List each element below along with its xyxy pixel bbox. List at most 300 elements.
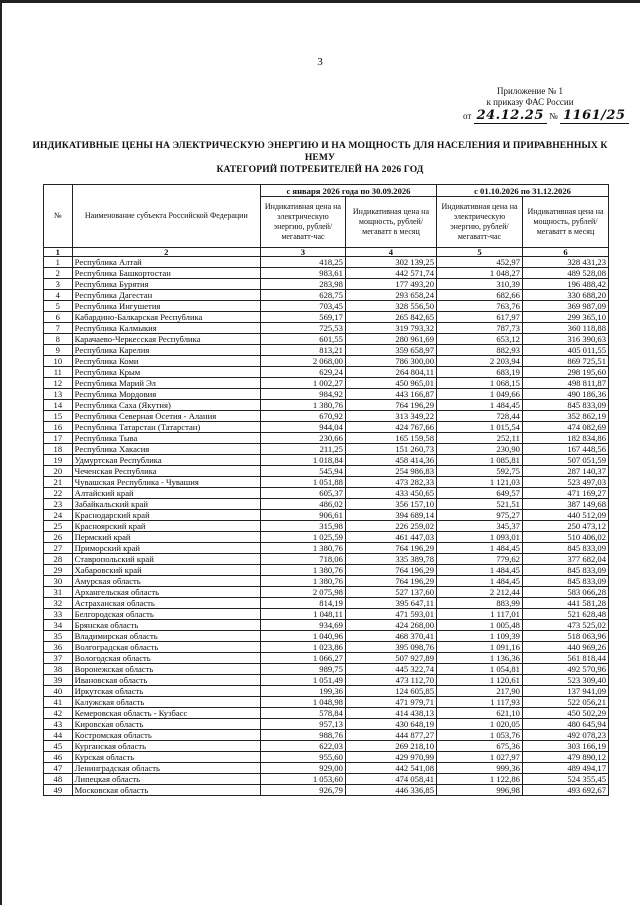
capacity-price-p1: 394 689,14: [345, 510, 436, 521]
energy-price-p2: 1 484,45: [437, 576, 523, 587]
region-name: Чеченская Республика: [72, 466, 260, 477]
table-row: [44, 400, 609, 411]
capacity-price-p2: 845 833,09: [522, 576, 608, 587]
row-number: 28: [44, 554, 73, 565]
capacity-price-p2: 492 078,23: [522, 730, 608, 741]
capacity-price-p2: 328 431,23: [522, 257, 608, 268]
header-energy-price-p2: Индикативная цена на электрическую энергию, рублей/ мегаватт-час: [437, 197, 523, 248]
region-name: Московская область: [72, 785, 260, 796]
energy-price-p1: 230,66: [260, 433, 345, 444]
energy-price-p2: 763,76: [437, 301, 523, 312]
table-row: [44, 620, 609, 631]
row-number: 18: [44, 444, 73, 455]
table-row: [44, 543, 609, 554]
energy-price-p1: 211,25: [260, 444, 345, 455]
energy-price-p1: 486,02: [260, 499, 345, 510]
energy-price-p2: 1 093,01: [437, 532, 523, 543]
capacity-price-p2: 524 355,45: [522, 774, 608, 785]
energy-price-p2: 1 020,05: [437, 719, 523, 730]
energy-price-p2: 345,37: [437, 521, 523, 532]
capacity-price-p1: 414 438,13: [345, 708, 436, 719]
table-row: [44, 708, 609, 719]
row-number: 3: [44, 279, 73, 290]
table-row: [44, 389, 609, 400]
row-number: 32: [44, 598, 73, 609]
capacity-price-p1: 443 166,87: [345, 389, 436, 400]
capacity-price-p2: 182 834,86: [522, 433, 608, 444]
row-number: 27: [44, 543, 73, 554]
capacity-price-p2: 330 688,20: [522, 290, 608, 301]
row-number: 44: [44, 730, 73, 741]
row-number: 13: [44, 389, 73, 400]
capacity-price-p2: 287 140,37: [522, 466, 608, 477]
capacity-price-p2: 441 581,28: [522, 598, 608, 609]
region-name: Иркутская область: [72, 686, 260, 697]
region-name: Республика Башкортостан: [72, 268, 260, 279]
energy-price-p1: 929,00: [260, 763, 345, 774]
region-name: Республика Татарстан (Татарстан): [72, 422, 260, 433]
region-name: Липецкая область: [72, 774, 260, 785]
row-number: 47: [44, 763, 73, 774]
row-number: 8: [44, 334, 73, 345]
capacity-price-p1: 764 196,29: [345, 565, 436, 576]
region-name: Приморский край: [72, 543, 260, 554]
header-capacity-price-p1: Индикативная цена на мощность, рублей/мегаватт в месяц: [345, 197, 436, 248]
row-number: 48: [44, 774, 73, 785]
row-number: 35: [44, 631, 73, 642]
row-number: 9: [44, 345, 73, 356]
row-number: 4: [44, 290, 73, 301]
capacity-price-p1: 445 322,74: [345, 664, 436, 675]
page-number: 3: [317, 56, 323, 68]
energy-price-p1: 984,92: [260, 389, 345, 400]
table-row: [44, 279, 609, 290]
energy-price-p2: 452,97: [437, 257, 523, 268]
region-name: Республика Хакасия: [72, 444, 260, 455]
capacity-price-p2: 493 692,67: [522, 785, 608, 796]
region-name: Республика Карелия: [72, 345, 260, 356]
region-name: Ленинградская область: [72, 763, 260, 774]
table-row: [44, 455, 609, 466]
region-name: Республика Дагестан: [72, 290, 260, 301]
energy-price-p1: 1 018,84: [260, 455, 345, 466]
capacity-price-p1: 313 349,22: [345, 411, 436, 422]
energy-price-p2: 1 053,76: [437, 730, 523, 741]
energy-price-p2: 1 122,86: [437, 774, 523, 785]
capacity-price-p2: 490 186,36: [522, 389, 608, 400]
table-row: [44, 290, 609, 301]
energy-price-p1: 988,76: [260, 730, 345, 741]
table-row: [44, 675, 609, 686]
capacity-price-p1: 165 159,58: [345, 433, 436, 444]
region-name: Архангельская область: [72, 587, 260, 598]
capacity-price-p2: 360 118,88: [522, 323, 608, 334]
row-number: 10: [44, 356, 73, 367]
appendix-label: Приложение № 1: [497, 86, 563, 96]
energy-price-p2: 682,66: [437, 290, 523, 301]
energy-price-p2: 1 484,45: [437, 543, 523, 554]
energy-price-p2: 1 068,15: [437, 378, 523, 389]
table-row: [44, 774, 609, 785]
capacity-price-p1: 764 196,29: [345, 543, 436, 554]
energy-price-p2: 2 212,44: [437, 587, 523, 598]
row-number: 2: [44, 268, 73, 279]
capacity-price-p1: 395 647,11: [345, 598, 436, 609]
energy-price-p2: 1 484,45: [437, 400, 523, 411]
capacity-price-p1: 177 493,20: [345, 279, 436, 290]
row-number: 34: [44, 620, 73, 631]
region-name: Чувашская Республика - Чувашия: [72, 477, 260, 488]
capacity-price-p2: 450 502,29: [522, 708, 608, 719]
capacity-price-p2: 498 811,87: [522, 378, 608, 389]
capacity-price-p2: 845 833,09: [522, 400, 608, 411]
table-row: [44, 356, 609, 367]
region-name: Республика Марий Эл: [72, 378, 260, 389]
energy-price-p2: 1 005,48: [437, 620, 523, 631]
row-number: 21: [44, 477, 73, 488]
capacity-price-p1: 527 137,60: [345, 587, 436, 598]
energy-price-p2: 617,97: [437, 312, 523, 323]
column-number: 1: [44, 248, 73, 257]
table-row: [44, 664, 609, 675]
region-name: Курская область: [72, 752, 260, 763]
capacity-price-p1: 226 259,02: [345, 521, 436, 532]
capacity-price-p1: 265 842,65: [345, 312, 436, 323]
table-row: [44, 686, 609, 697]
capacity-price-p2: 845 833,09: [522, 543, 608, 554]
region-name: Забайкальский край: [72, 499, 260, 510]
capacity-price-p1: 507 927,89: [345, 653, 436, 664]
scan-border-top: [0, 0, 640, 3]
header-period-2: с 01.10.2026 по 31.12.2026: [437, 185, 609, 197]
energy-price-p2: 1 048,27: [437, 268, 523, 279]
table-row: [44, 378, 609, 389]
region-name: Волгоградская область: [72, 642, 260, 653]
region-name: Владимирская область: [72, 631, 260, 642]
energy-price-p1: 1 040,96: [260, 631, 345, 642]
energy-price-p1: 1 380,76: [260, 543, 345, 554]
table-body: [44, 257, 609, 796]
row-number: 38: [44, 664, 73, 675]
row-number: 30: [44, 576, 73, 587]
region-name: Ставропольский край: [72, 554, 260, 565]
table-row: [44, 697, 609, 708]
row-number: 36: [44, 642, 73, 653]
row-number: 43: [44, 719, 73, 730]
region-name: Кировская область: [72, 719, 260, 730]
capacity-price-p1: 468 370,41: [345, 631, 436, 642]
capacity-price-p1: 442 571,74: [345, 268, 436, 279]
capacity-price-p1: 430 648,19: [345, 719, 436, 730]
energy-price-p1: 569,17: [260, 312, 345, 323]
capacity-price-p2: 489 494,17: [522, 763, 608, 774]
table-row: [44, 444, 609, 455]
row-number: 1: [44, 257, 73, 268]
capacity-price-p1: 442 541,08: [345, 763, 436, 774]
table-row: [44, 565, 609, 576]
capacity-price-p2: 440 969,26: [522, 642, 608, 653]
capacity-price-p2: 167 448,56: [522, 444, 608, 455]
column-number: 5: [437, 248, 523, 257]
capacity-price-p2: 387 149,68: [522, 499, 608, 510]
energy-price-p1: 934,69: [260, 620, 345, 631]
capacity-price-p2: 523 309,40: [522, 675, 608, 686]
row-number: 46: [44, 752, 73, 763]
energy-price-p2: 1 109,39: [437, 631, 523, 642]
energy-price-p1: 1 051,49: [260, 675, 345, 686]
energy-price-p1: 983,61: [260, 268, 345, 279]
energy-price-p1: 629,24: [260, 367, 345, 378]
region-name: Вологодская область: [72, 653, 260, 664]
capacity-price-p2: 298 195,60: [522, 367, 608, 378]
row-number: 7: [44, 323, 73, 334]
energy-price-p1: 718,06: [260, 554, 345, 565]
energy-price-p1: 1 025,59: [260, 532, 345, 543]
region-name: Республика Ингушетия: [72, 301, 260, 312]
capacity-price-p1: 474 058,41: [345, 774, 436, 785]
energy-price-p2: 1 015,54: [437, 422, 523, 433]
energy-price-p2: 999,36: [437, 763, 523, 774]
capacity-price-p1: 424 268,00: [345, 620, 436, 631]
energy-price-p2: 1 484,45: [437, 565, 523, 576]
table-row: [44, 466, 609, 477]
appendix-header: [440, 86, 620, 108]
table-row: [44, 653, 609, 664]
capacity-price-p2: 299 365,10: [522, 312, 608, 323]
energy-price-p1: 926,79: [260, 785, 345, 796]
table-row: [44, 422, 609, 433]
capacity-price-p2: 474 082,69: [522, 422, 608, 433]
table-row: [44, 257, 609, 268]
energy-price-p2: 683,19: [437, 367, 523, 378]
energy-price-p2: 787,73: [437, 323, 523, 334]
header-region-name: Наименование субъекта Российской Федерации: [72, 185, 260, 248]
capacity-price-p1: 293 658,24: [345, 290, 436, 301]
capacity-price-p2: 518 063,96: [522, 631, 608, 642]
energy-price-p1: 1 066,27: [260, 653, 345, 664]
region-name: Республика Алтай: [72, 257, 260, 268]
energy-price-p1: 1 380,76: [260, 576, 345, 587]
header-capacity-price-p2: Индикативная цена на мощность, рублей/мегаватт в месяц: [522, 197, 608, 248]
row-number: 17: [44, 433, 73, 444]
document-title: [20, 140, 620, 176]
capacity-price-p1: 458 414,36: [345, 455, 436, 466]
row-number: 22: [44, 488, 73, 499]
energy-price-p1: 1 051,88: [260, 477, 345, 488]
capacity-price-p2: 137 941,09: [522, 686, 608, 697]
energy-price-p1: 1 023,86: [260, 642, 345, 653]
energy-price-p2: 779,62: [437, 554, 523, 565]
energy-price-p1: 601,55: [260, 334, 345, 345]
capacity-price-p2: 369 987,09: [522, 301, 608, 312]
capacity-price-p2: 561 818,44: [522, 653, 608, 664]
capacity-price-p2: 521 628,48: [522, 609, 608, 620]
energy-price-p2: 1 049,66: [437, 389, 523, 400]
energy-price-p2: 883,99: [437, 598, 523, 609]
table-row: [44, 763, 609, 774]
table-row: [44, 477, 609, 488]
capacity-price-p1: 356 157,10: [345, 499, 436, 510]
capacity-price-p1: 280 961,69: [345, 334, 436, 345]
table-row: [44, 741, 609, 752]
row-number: 33: [44, 609, 73, 620]
energy-price-p2: 1 027,97: [437, 752, 523, 763]
table-row: [44, 532, 609, 543]
capacity-price-p1: 359 658,97: [345, 345, 436, 356]
capacity-price-p2: 473 525,02: [522, 620, 608, 631]
energy-price-p2: 2 203,94: [437, 356, 523, 367]
capacity-price-p1: 764 196,29: [345, 400, 436, 411]
row-number: 23: [44, 499, 73, 510]
table-row: [44, 785, 609, 796]
row-number: 26: [44, 532, 73, 543]
energy-price-p2: 252,11: [437, 433, 523, 444]
region-name: Кабардино-Балкарская Республика: [72, 312, 260, 323]
row-number: 11: [44, 367, 73, 378]
region-name: Республика Крым: [72, 367, 260, 378]
region-name: Амурская область: [72, 576, 260, 587]
energy-price-p1: 283,98: [260, 279, 345, 290]
column-number: 2: [72, 248, 260, 257]
energy-price-p1: 955,60: [260, 752, 345, 763]
row-number: 20: [44, 466, 73, 477]
row-number: 40: [44, 686, 73, 697]
header-energy-price-p1: Индикативная цена на электрическую энергию, рублей/ мегаватт-час: [260, 197, 345, 248]
energy-price-p1: 1 380,76: [260, 400, 345, 411]
region-name: Хабаровский край: [72, 565, 260, 576]
row-number: 25: [44, 521, 73, 532]
capacity-price-p1: 446 336,85: [345, 785, 436, 796]
table-row: [44, 510, 609, 521]
capacity-price-p2: 583 066,28: [522, 587, 608, 598]
row-number: 29: [44, 565, 73, 576]
energy-price-p2: 1 117,01: [437, 609, 523, 620]
region-name: Карачаево-Черкесская Республика: [72, 334, 260, 345]
energy-price-p2: 310,39: [437, 279, 523, 290]
capacity-price-p1: 335 389,78: [345, 554, 436, 565]
energy-price-p1: 1 048,11: [260, 609, 345, 620]
row-number: 15: [44, 411, 73, 422]
row-number: 42: [44, 708, 73, 719]
region-name: Красноярский край: [72, 521, 260, 532]
energy-price-p1: 906,61: [260, 510, 345, 521]
energy-price-p1: 1 380,76: [260, 565, 345, 576]
capacity-price-p1: 319 793,32: [345, 323, 436, 334]
energy-price-p2: 1 120,61: [437, 675, 523, 686]
column-number: 4: [345, 248, 436, 257]
row-number: 37: [44, 653, 73, 664]
table-row: [44, 609, 609, 620]
capacity-price-p1: 328 556,50: [345, 301, 436, 312]
region-name: Республика Саха (Якутия): [72, 400, 260, 411]
energy-price-p2: 1 136,36: [437, 653, 523, 664]
capacity-price-p1: 264 804,11: [345, 367, 436, 378]
energy-price-p1: 813,21: [260, 345, 345, 356]
table-row: [44, 488, 609, 499]
region-name: Республика Калмыкия: [72, 323, 260, 334]
order-date: 24.12.25: [474, 108, 547, 124]
region-name: Белгородская область: [72, 609, 260, 620]
capacity-price-p2: 196 488,42: [522, 279, 608, 290]
row-number: 31: [44, 587, 73, 598]
energy-price-p2: 996,98: [437, 785, 523, 796]
row-number: 16: [44, 422, 73, 433]
row-number: 39: [44, 675, 73, 686]
row-number: 6: [44, 312, 73, 323]
capacity-price-p2: 377 682,04: [522, 554, 608, 565]
capacity-price-p2: 507 051,59: [522, 455, 608, 466]
table-row: [44, 301, 609, 312]
header-period-1: с января 2026 года по 30.09.2026: [260, 185, 436, 197]
capacity-price-p1: 450 965,01: [345, 378, 436, 389]
table-row: [44, 411, 609, 422]
row-number: 24: [44, 510, 73, 521]
energy-price-p2: 975,27: [437, 510, 523, 521]
capacity-price-p1: 461 447,03: [345, 532, 436, 543]
capacity-price-p1: 424 767,66: [345, 422, 436, 433]
energy-price-p2: 621,10: [437, 708, 523, 719]
capacity-price-p2: 352 862,19: [522, 411, 608, 422]
column-numbers-row: [44, 248, 609, 257]
table-row: [44, 730, 609, 741]
table-row: [44, 334, 609, 345]
energy-price-p1: 605,37: [260, 488, 345, 499]
region-name: Республика Коми: [72, 356, 260, 367]
table-row: [44, 268, 609, 279]
capacity-price-p2: 471 169,27: [522, 488, 608, 499]
capacity-price-p1: 471 593,01: [345, 609, 436, 620]
capacity-price-p2: 479 890,12: [522, 752, 608, 763]
energy-price-p1: 703,45: [260, 301, 345, 312]
energy-price-p1: 2 068,00: [260, 356, 345, 367]
region-name: Алтайский край: [72, 488, 260, 499]
region-name: Пермский край: [72, 532, 260, 543]
region-name: Республика Бурятия: [72, 279, 260, 290]
region-name: Воронежская область: [72, 664, 260, 675]
row-number: 41: [44, 697, 73, 708]
capacity-price-p1: 473 112,70: [345, 675, 436, 686]
region-name: Костромская область: [72, 730, 260, 741]
capacity-price-p2: 523 497,03: [522, 477, 608, 488]
energy-price-p1: 545,94: [260, 466, 345, 477]
capacity-price-p1: 254 986,83: [345, 466, 436, 477]
column-number: 3: [260, 248, 345, 257]
energy-price-p1: 628,75: [260, 290, 345, 301]
header-num: №: [44, 185, 73, 248]
energy-price-p1: 418,25: [260, 257, 345, 268]
capacity-price-p1: 471 979,71: [345, 697, 436, 708]
energy-price-p2: 1 085,81: [437, 455, 523, 466]
capacity-price-p2: 480 645,94: [522, 719, 608, 730]
order-date-number: [463, 108, 629, 123]
energy-price-p2: 217,90: [437, 686, 523, 697]
prices-table: [43, 184, 609, 796]
table-row: [44, 499, 609, 510]
region-name: Республика Тыва: [72, 433, 260, 444]
energy-price-p1: 944,04: [260, 422, 345, 433]
capacity-price-p1: 151 260,73: [345, 444, 436, 455]
capacity-price-p2: 522 056,21: [522, 697, 608, 708]
row-number: 19: [44, 455, 73, 466]
table-row: [44, 631, 609, 642]
region-name: Республика Мордовия: [72, 389, 260, 400]
capacity-price-p2: 869 725,51: [522, 356, 608, 367]
energy-price-p2: 653,12: [437, 334, 523, 345]
table-row: [44, 345, 609, 356]
capacity-price-p1: 444 877,27: [345, 730, 436, 741]
region-name: Астраханская область: [72, 598, 260, 609]
capacity-price-p1: 269 218,10: [345, 741, 436, 752]
